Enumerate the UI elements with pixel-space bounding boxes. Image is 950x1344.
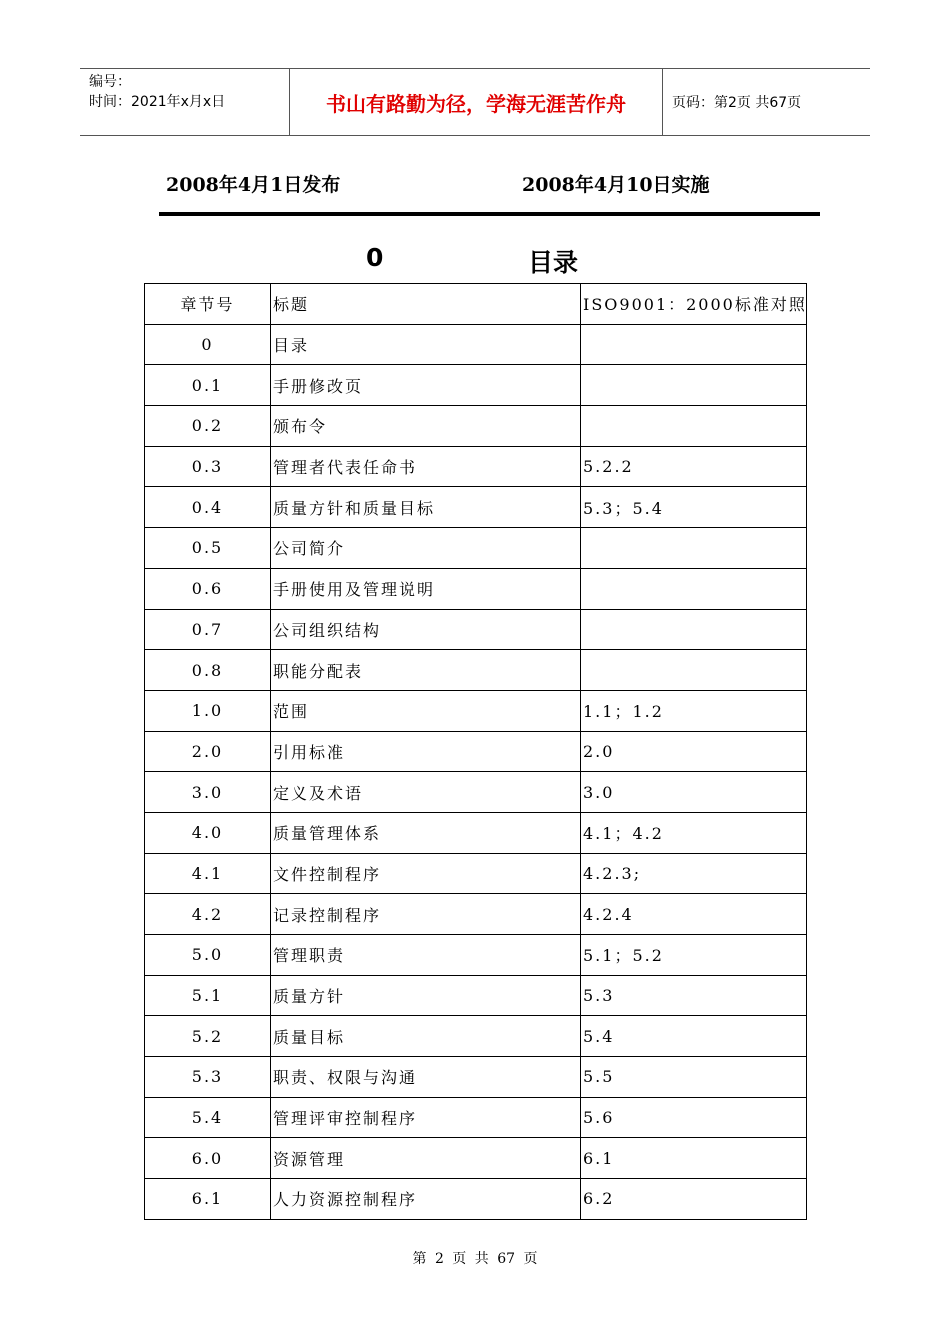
table-row xyxy=(145,812,807,853)
row-section: 1.0 xyxy=(145,690,271,731)
table-row xyxy=(145,487,807,528)
row-section: 0.2 xyxy=(145,406,271,447)
row-section: 0.4 xyxy=(145,487,271,528)
table-row xyxy=(145,772,807,813)
column-header-title: 标题 xyxy=(271,284,581,325)
heading-rule xyxy=(159,212,820,216)
table-row xyxy=(145,446,807,487)
row-section: 0.3 xyxy=(145,446,271,487)
row-iso xyxy=(581,324,807,365)
row-section: 6.0 xyxy=(145,1138,271,1179)
row-iso: 5.3 xyxy=(581,975,807,1016)
row-title: 职能分配表 xyxy=(271,650,581,691)
row-title: 管理者代表任命书 xyxy=(271,446,581,487)
table-row xyxy=(145,1057,807,1098)
row-iso: 5.5 xyxy=(581,1057,807,1098)
row-title: 管理评审控制程序 xyxy=(271,1097,581,1138)
row-title: 颁布令 xyxy=(271,406,581,447)
row-section: 0.6 xyxy=(145,568,271,609)
row-iso: 6.2 xyxy=(581,1179,807,1220)
toc-header-row xyxy=(145,284,807,325)
table-row xyxy=(145,731,807,772)
column-header-iso: ISO9001：2000标准对照 xyxy=(581,284,807,325)
row-iso xyxy=(581,365,807,406)
table-row xyxy=(145,1138,807,1179)
table-row xyxy=(145,365,807,406)
row-iso: 4.2.4 xyxy=(581,894,807,935)
table-row xyxy=(145,650,807,691)
table-row xyxy=(145,528,807,569)
row-iso xyxy=(581,406,807,447)
row-title: 范围 xyxy=(271,690,581,731)
effective-date: 2008年4月10日实施 xyxy=(522,174,710,196)
row-section: 2.0 xyxy=(145,731,271,772)
row-title: 手册使用及管理说明 xyxy=(271,568,581,609)
row-title: 管理职责 xyxy=(271,935,581,976)
row-iso: 6.1 xyxy=(581,1138,807,1179)
toc-table xyxy=(144,283,807,1220)
row-iso: 5.2.2 xyxy=(581,446,807,487)
row-section: 5.3 xyxy=(145,1057,271,1098)
row-section: 0 xyxy=(145,324,271,365)
table-row xyxy=(145,690,807,731)
row-iso: 4.2.3; xyxy=(581,853,807,894)
row-iso: 5.1；5.2 xyxy=(581,935,807,976)
document-header xyxy=(80,68,870,136)
number-label: 编号： xyxy=(89,74,131,90)
row-title: 职责、权限与沟通 xyxy=(271,1057,581,1098)
row-section: 5.4 xyxy=(145,1097,271,1138)
table-row xyxy=(145,1016,807,1057)
table-row xyxy=(145,406,807,447)
row-section: 5.2 xyxy=(145,1016,271,1057)
table-row xyxy=(145,894,807,935)
row-section: 4.0 xyxy=(145,812,271,853)
row-section: 0.8 xyxy=(145,650,271,691)
table-row xyxy=(145,853,807,894)
row-iso: 1.1；1.2 xyxy=(581,690,807,731)
header-meta xyxy=(80,69,290,136)
publish-date: 2008年4月1日发布 xyxy=(166,174,341,196)
header-motto: 书山有路勤为径，学海无涯苦作舟 xyxy=(290,69,663,136)
row-section: 4.2 xyxy=(145,894,271,935)
row-title: 手册修改页 xyxy=(271,365,581,406)
row-title: 文件控制程序 xyxy=(271,853,581,894)
row-title: 记录控制程序 xyxy=(271,894,581,935)
row-iso: 5.6 xyxy=(581,1097,807,1138)
row-section: 0.7 xyxy=(145,609,271,650)
row-section: 3.0 xyxy=(145,772,271,813)
table-row xyxy=(145,568,807,609)
row-section: 0.1 xyxy=(145,365,271,406)
row-iso xyxy=(581,650,807,691)
row-iso: 2.0 xyxy=(581,731,807,772)
header-page-info: 页码：第2页 共67页 xyxy=(663,69,871,136)
row-title: 人力资源控制程序 xyxy=(271,1179,581,1220)
row-title: 质量方针和质量目标 xyxy=(271,487,581,528)
table-row xyxy=(145,324,807,365)
row-title: 质量方针 xyxy=(271,975,581,1016)
table-row xyxy=(145,935,807,976)
toc-heading xyxy=(0,243,950,279)
table-row xyxy=(145,1179,807,1220)
page-footer: 第 2 页 共 67 页 xyxy=(412,1251,538,1267)
table-row xyxy=(145,609,807,650)
row-section: 5.0 xyxy=(145,935,271,976)
toc-heading-number: 0 xyxy=(366,243,384,272)
time-label: 时间：2021年x月x日 xyxy=(89,94,226,110)
row-section: 4.1 xyxy=(145,853,271,894)
row-iso xyxy=(581,568,807,609)
column-header-section: 章节号 xyxy=(145,284,271,325)
row-title: 质量目标 xyxy=(271,1016,581,1057)
row-iso: 5.4 xyxy=(581,1016,807,1057)
row-title: 资源管理 xyxy=(271,1138,581,1179)
row-iso xyxy=(581,528,807,569)
row-section: 0.5 xyxy=(145,528,271,569)
table-row xyxy=(145,1097,807,1138)
row-title: 公司组织结构 xyxy=(271,609,581,650)
row-title: 质量管理体系 xyxy=(271,812,581,853)
row-section: 6.1 xyxy=(145,1179,271,1220)
row-section: 5.1 xyxy=(145,975,271,1016)
row-iso xyxy=(581,609,807,650)
toc-heading-text: 目录 xyxy=(528,248,579,277)
row-title: 引用标准 xyxy=(271,731,581,772)
row-title: 公司简介 xyxy=(271,528,581,569)
row-iso: 5.3；5.4 xyxy=(581,487,807,528)
table-row xyxy=(145,975,807,1016)
row-title: 定义及术语 xyxy=(271,772,581,813)
row-title: 目录 xyxy=(271,324,581,365)
row-iso: 4.1；4.2 xyxy=(581,812,807,853)
row-iso: 3.0 xyxy=(581,772,807,813)
